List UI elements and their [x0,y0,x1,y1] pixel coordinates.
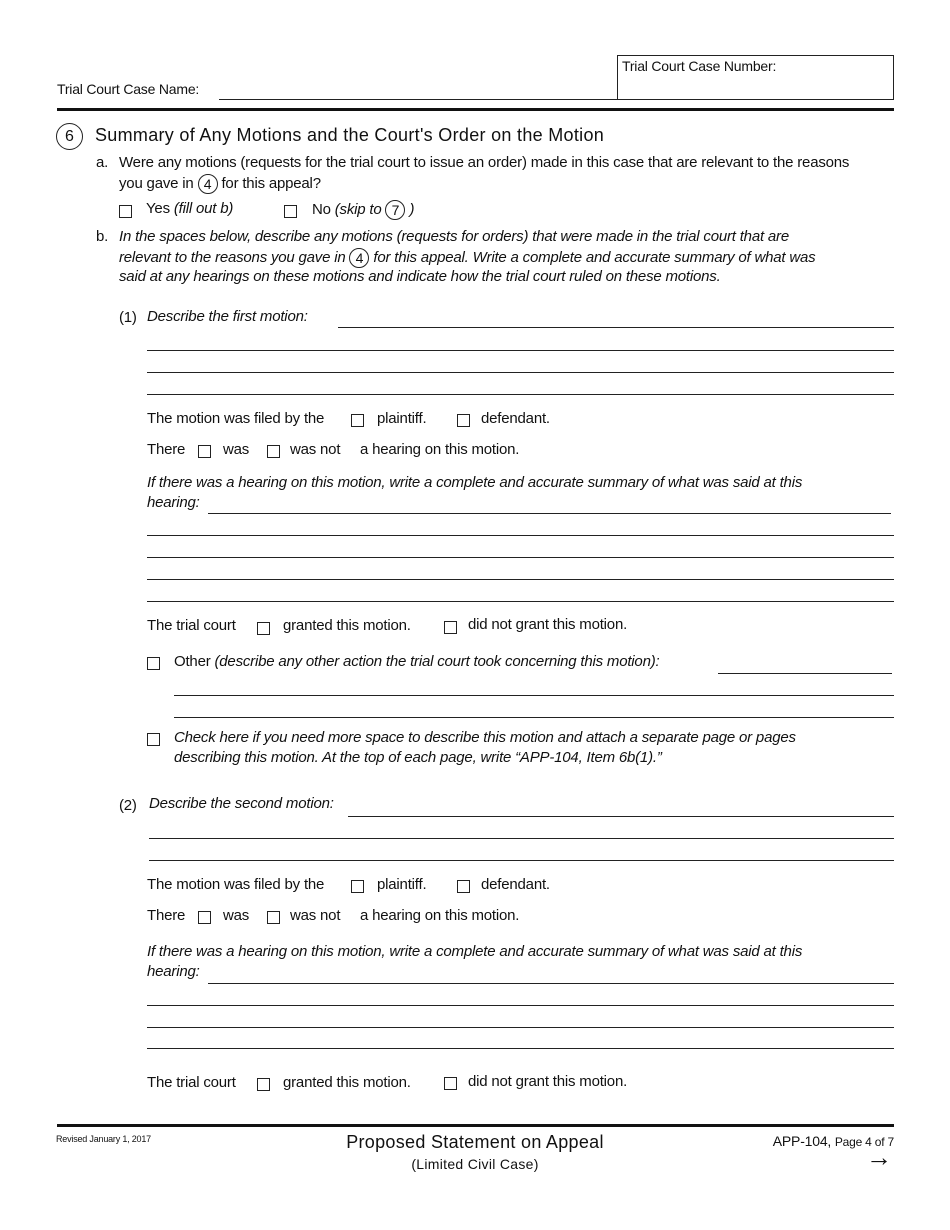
motion-2-not-granted-label: did not grant this motion. [468,1073,628,1090]
yes-checkbox[interactable] [119,205,132,218]
footer-title: Proposed Statement on Appeal [346,1132,604,1152]
motion-1-more-space-1: Check here if you need more space to describe this motion and attach a separate page or pages [174,729,796,746]
motion-2-was-checkbox[interactable] [198,911,211,924]
motion-1-other-checkbox[interactable] [147,657,160,670]
motion-2-describe-label: Describe the second motion: [149,795,334,812]
motion-1-was-label: was [223,441,250,458]
motion-1-hearing-line-4[interactable] [147,579,894,580]
motion-2-not-granted-checkbox[interactable] [444,1077,457,1090]
motion-1-describe-line-4[interactable] [147,394,894,395]
motion-1-hearing-line-3[interactable] [147,557,894,558]
yes-label: Yes [146,200,170,217]
motion-1-other-line-3[interactable] [174,717,894,718]
item-a-text-2a: you gave in [119,174,194,192]
no-note-b: ) [409,200,415,218]
motion-1-describe-line-2[interactable] [147,350,894,351]
item-a-letter: a. [96,154,109,171]
motion-1-hearing-line-2[interactable] [147,535,894,536]
section-number-badge: 6 [56,123,83,150]
motion-1-hearing-line-5[interactable] [147,601,894,602]
motion-2-filed-by: The motion was filed by the [147,876,325,893]
motion-1-was-not-checkbox[interactable] [267,445,280,458]
motion-1-there: There [147,441,186,458]
motion-2-was-not-checkbox[interactable] [267,911,280,924]
item-a-text-2b: for this appeal? [221,174,321,192]
form-id: APP-104, [772,1133,832,1149]
motion-2-describe-line-3[interactable] [149,860,894,861]
motion-2-hearing-summary-1: If there was a hearing on this motion, write a complete and accurate summary of what was said at this [147,943,803,960]
motion-1-filed-by: The motion was filed by the [147,410,325,427]
motion-2-hearing-summary-2: hearing: [147,963,200,980]
motion-2-plaintiff-checkbox[interactable] [351,880,364,893]
item-4-reference: 4 [198,174,218,194]
motion-1-hearing-text: a hearing on this motion. [360,441,520,458]
motion-2-hearing-line-4[interactable] [147,1048,894,1049]
no-note-a: (skip to [334,200,382,218]
motion-1-other-label: Other [174,653,211,670]
section-title: Summary of Any Motions and the Court's Order on the Motion [95,125,605,145]
item-b-text-1: In the spaces below, describe any motions (requests for orders) that were made in the trial court that are [119,228,789,245]
no-checkbox[interactable] [284,205,297,218]
footer-rule [57,1124,894,1127]
motion-2-was-not-label: was not [290,907,341,924]
case-name-label: Trial Court Case Name: [57,81,200,97]
yes-note: (fill out b) [173,200,234,217]
case-name-field[interactable] [219,99,617,100]
motion-2-hearing-text: a hearing on this motion. [360,907,520,924]
motion-1-defendant-checkbox[interactable] [457,414,470,427]
motion-2-hearing-line-2[interactable] [147,1005,894,1006]
item-7-reference: 7 [385,200,405,220]
item-b-4-reference: 4 [349,248,369,268]
motion-1-describe-line-3[interactable] [147,372,894,373]
motion-2-there: There [147,907,186,924]
motion-1-granted-label: granted this motion. [283,617,411,634]
no-option [312,200,414,220]
motion-1-granted-checkbox[interactable] [257,622,270,635]
item-b-text-2 [119,248,815,268]
motion-1-more-space-2: describing this motion. At the top of each page, write “APP-104, Item 6b(1).” [174,749,662,766]
header-rule [57,108,894,111]
case-number-label: Trial Court Case Number: [622,58,777,74]
motion-1-hearing-summary-2: hearing: [147,494,200,511]
motion-2-defendant-label: defendant. [481,876,550,893]
motion-1-trial-court: The trial court [147,617,236,634]
revised-date: Revised January 1, 2017 [56,1134,151,1144]
item-b-text-3: said at any hearings on these motions and indicate how the trial court ruled on these motions. [119,268,721,285]
motion-2-describe-line-1[interactable] [348,816,894,817]
item-b-text-2b: for this appeal. Write a complete and accurate summary of what was [373,248,816,266]
motion-2-granted-checkbox[interactable] [257,1078,270,1091]
motion-2-defendant-checkbox[interactable] [457,880,470,893]
motion-1-other [174,653,659,670]
yes-option [146,200,233,217]
motion-2-trial-court: The trial court [147,1074,236,1091]
next-page-arrow-icon[interactable]: → [866,1142,892,1172]
motion-1-describe-label: Describe the first motion: [147,308,308,325]
item-a-text-2 [119,174,321,194]
item-a-text-1: Were any motions (requests for the trial court to issue an order) made in this case that are relevant to the reasons [119,154,850,171]
item-b-text-2a: relevant to the reasons you gave in [119,248,346,266]
footer-subtitle: (Limited Civil Case) [411,1156,539,1172]
motion-1-other-line-1[interactable] [718,673,892,674]
motion-2-hearing-line-3[interactable] [147,1027,894,1028]
motion-1-other-line-2[interactable] [174,695,894,696]
motion-2-describe-line-2[interactable] [149,838,894,839]
motion-2-was-label: was [223,907,250,924]
motion-1-hearing-line-1[interactable] [208,513,891,514]
motion-1-more-space-checkbox[interactable] [147,733,160,746]
motion-2-hearing-line-1[interactable] [208,983,894,984]
motion-1-number: (1) [119,309,137,326]
no-label: No [312,200,331,218]
motion-1-was-checkbox[interactable] [198,445,211,458]
motion-1-not-granted-label: did not grant this motion. [468,616,628,633]
page-number: Page 4 of 7 [834,1135,894,1149]
motion-1-defendant-label: defendant. [481,410,550,427]
motion-2-number: (2) [119,797,137,814]
motion-2-granted-label: granted this motion. [283,1074,411,1091]
item-b-letter: b. [96,228,109,245]
motion-1-describe-line-1[interactable] [338,327,894,328]
motion-1-hearing-summary-1: If there was a hearing on this motion, write a complete and accurate summary of what was said at this [147,474,803,491]
motion-1-other-note: (describe any other action the trial court took concerning this motion): [214,653,660,670]
motion-2-plaintiff-label: plaintiff. [377,876,427,893]
motion-1-was-not-label: was not [290,441,341,458]
motion-1-not-granted-checkbox[interactable] [444,621,457,634]
motion-1-plaintiff-label: plaintiff. [377,410,427,427]
motion-1-plaintiff-checkbox[interactable] [351,414,364,427]
